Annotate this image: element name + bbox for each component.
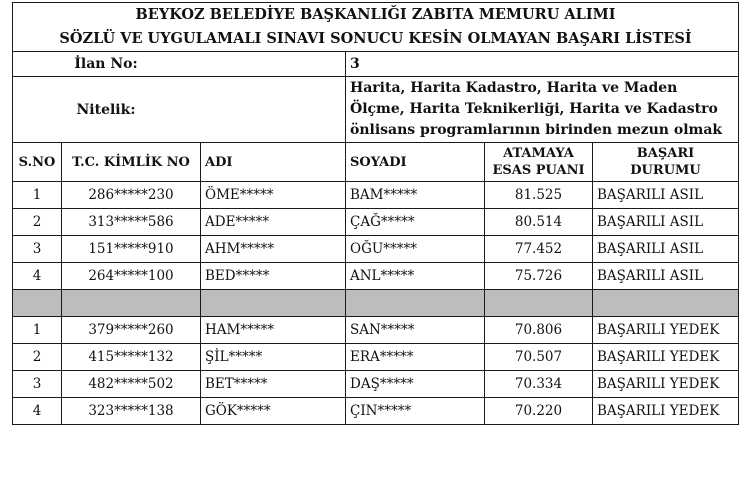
cell-tc: 286*****230: [62, 182, 201, 209]
ilan-value: 3: [346, 52, 739, 77]
cell-soyadi: ERA*****: [346, 344, 485, 371]
header-durum-line2: DURUMU: [630, 163, 701, 178]
separator-cell: [201, 290, 346, 317]
cell-puan: 70.507: [485, 344, 593, 371]
cell-soyadi: ANL*****: [346, 263, 485, 290]
cell-durum: BAŞARILI YEDEK: [593, 398, 739, 425]
cell-soyadi: BAM*****: [346, 182, 485, 209]
table-row: [13, 236, 739, 263]
cell-puan: 70.806: [485, 317, 593, 344]
cell-durum: BAŞARILI ASIL: [593, 182, 739, 209]
cell-sno: 3: [13, 236, 62, 263]
title-line-1: BEYKOZ BELEDİYE BAŞKANLIĞI ZABITA MEMURU ALIMI: [135, 6, 616, 23]
title-line-2: SÖZLÜ VE UYGULAMALI SINAVI SONUCU KESİN OLMAYAN BAŞARI LİSTESİ: [59, 30, 692, 47]
table-row: [13, 209, 739, 236]
cell-adi: ADE*****: [201, 209, 346, 236]
cell-adi: HAM*****: [201, 317, 346, 344]
cell-tc: 151*****910: [62, 236, 201, 263]
separator-cell: [593, 290, 739, 317]
cell-adi: BET*****: [201, 371, 346, 398]
header-tc: T.C. KİMLİK NO: [62, 143, 201, 182]
cell-puan: 77.452: [485, 236, 593, 263]
cell-tc: 323*****138: [62, 398, 201, 425]
cell-sno: 1: [13, 182, 62, 209]
table-row: [13, 398, 739, 425]
cell-adi: ÖME*****: [201, 182, 346, 209]
table-row: [13, 317, 739, 344]
header-row: [13, 143, 739, 182]
header-durum: [593, 143, 739, 182]
cell-sno: 4: [13, 263, 62, 290]
cell-puan: 81.525: [485, 182, 593, 209]
cell-durum: BAŞARILI ASIL: [593, 209, 739, 236]
cell-adi: AHM*****: [201, 236, 346, 263]
cell-durum: BAŞARILI ASIL: [593, 236, 739, 263]
header-soyadi: SOYADI: [346, 143, 485, 182]
nitelik-row: [13, 77, 739, 143]
cell-tc: 264*****100: [62, 263, 201, 290]
header-adi: ADI: [201, 143, 346, 182]
cell-durum: BAŞARILI ASIL: [593, 263, 739, 290]
cell-adi: ŞİL*****: [201, 344, 346, 371]
ilan-row: [13, 52, 739, 77]
separator-cell: [346, 290, 485, 317]
cell-soyadi: SAN*****: [346, 317, 485, 344]
cell-tc: 482*****502: [62, 371, 201, 398]
cell-puan: 80.514: [485, 209, 593, 236]
cell-soyadi: ÇAĞ*****: [346, 209, 485, 236]
cell-sno: 3: [13, 371, 62, 398]
yedek-rows: [13, 317, 739, 425]
header-durum-line1: BAŞARI: [636, 146, 695, 161]
cell-adi: BED*****: [201, 263, 346, 290]
cell-sno: 1: [13, 317, 62, 344]
cell-adi: GÖK*****: [201, 398, 346, 425]
cell-durum: BAŞARILI YEDEK: [593, 317, 739, 344]
cell-soyadi: DAŞ*****: [346, 371, 485, 398]
cell-puan: 70.220: [485, 398, 593, 425]
table-row: [13, 344, 739, 371]
ilan-label: İlan No:: [13, 52, 346, 77]
cell-puan: 75.726: [485, 263, 593, 290]
table-row: [13, 263, 739, 290]
nitelik-value: Harita, Harita Kadastro, Harita ve Maden Ölçme, Harita Teknikerliği, Harita ve Kadastro önlisans programlarının birinden mezun olmak: [346, 77, 739, 143]
separator-cell: [485, 290, 593, 317]
table-row: [13, 371, 739, 398]
header-puan: [485, 143, 593, 182]
separator-row: [13, 290, 739, 317]
cell-puan: 70.334: [485, 371, 593, 398]
cell-sno: 2: [13, 209, 62, 236]
cell-tc: 415*****132: [62, 344, 201, 371]
header-puan-line2: ESAS PUANI: [492, 163, 585, 178]
title-row: [13, 3, 739, 52]
table-row: [13, 182, 739, 209]
cell-durum: BAŞARILI YEDEK: [593, 371, 739, 398]
header-puan-line1: ATAMAYA: [503, 146, 574, 161]
cell-durum: BAŞARILI YEDEK: [593, 344, 739, 371]
document-title: [13, 3, 739, 52]
nitelik-label: Nitelik:: [13, 77, 346, 143]
cell-tc: 379*****260: [62, 317, 201, 344]
asil-rows: [13, 182, 739, 290]
header-sno: S.NO: [13, 143, 62, 182]
cell-soyadi: OĞU*****: [346, 236, 485, 263]
cell-tc: 313*****586: [62, 209, 201, 236]
separator-cell: [13, 290, 62, 317]
cell-sno: 2: [13, 344, 62, 371]
results-table: [12, 2, 739, 425]
separator-cell: [62, 290, 201, 317]
cell-sno: 4: [13, 398, 62, 425]
cell-soyadi: ÇIN*****: [346, 398, 485, 425]
